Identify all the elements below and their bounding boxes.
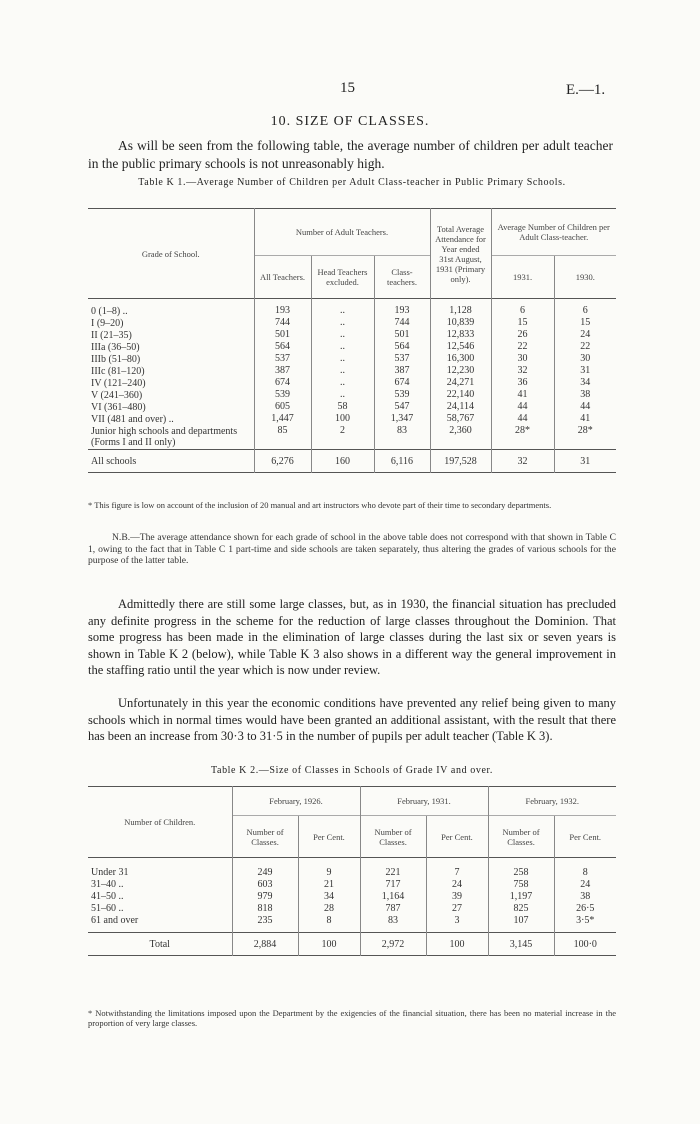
cell-y1931: 6 <box>491 299 554 318</box>
cell-all: 674 <box>254 377 311 389</box>
cell-all: 744 <box>254 317 311 329</box>
cell-att: 58,767 <box>430 413 491 425</box>
table-row <box>88 353 616 365</box>
paragraph-1: Admittedly there are still some large classes, but, as in 1930, the financial situation has precluded any definite progress in the scheme for the reduction of large classes throughout the Dominion. That some progress has been made in the elimination of large classes during the last six or seven years is shown in Table K 2 (below), while Table K 3 also shows in a different way the general improvement in the staffing ratio until the year which is now under review. <box>88 597 616 677</box>
children-range-label: 51–60 .. <box>91 902 124 914</box>
class-size-cell: 979 <box>232 890 298 902</box>
grade-label: IIIb (51–80) <box>91 353 141 365</box>
col-grade: Grade of School. <box>141 248 200 259</box>
col-period-1926: February, 1926. <box>232 787 360 816</box>
cell-att: 12,230 <box>430 365 491 377</box>
class-size-cell: 107 <box>488 914 554 933</box>
grade-label: I (9–20) <box>91 317 124 329</box>
cell-all: 1,447 <box>254 413 311 425</box>
table-row <box>88 401 616 413</box>
t2-total-cell: 100 <box>298 933 360 956</box>
paragraph-2: Unfortunately in this year the economic conditions have prevented any relief being given to many schools which in normal times would have been granted an additional assistant, with the result that there has been an increase from 30·3 to 31·5 in the number of pupils per adult teacher (Table K 3). <box>88 696 616 743</box>
class-size-cell: 1,164 <box>360 890 426 902</box>
table2-footnote: * Notwithstanding the limitations imposed upon the Department by the exigencies of the financial situation, there has been no material increase in the proportion of very large classes. <box>88 1008 616 1028</box>
col-1930: 1930. <box>554 256 616 299</box>
grade-label: IV (121–240) <box>91 377 146 389</box>
table-row <box>88 341 616 353</box>
col-period-1932: February, 1932. <box>488 787 616 816</box>
cell-y1931: 44 <box>491 401 554 413</box>
cell-att: 24,114 <box>430 401 491 413</box>
table-row <box>88 389 616 401</box>
col-num-1926: Number of Classes. <box>232 816 298 858</box>
table-row <box>88 317 616 329</box>
t2-total-cell: 3,145 <box>488 933 554 956</box>
class-size-cell: 83 <box>360 914 426 933</box>
cell-cls: 564 <box>374 341 430 353</box>
cell-y1931: 44 <box>491 413 554 425</box>
cell-cls: 387 <box>374 365 430 377</box>
class-size-cell: 28 <box>298 902 360 914</box>
cell-cls: 547 <box>374 401 430 413</box>
col-attendance: Total Average Attendance for Year ended 31st August, 1931 (Primary only). <box>430 209 491 299</box>
children-range-label: Under 31 <box>91 866 129 878</box>
table-row <box>88 890 616 902</box>
grade-label: IIIa (36–50) <box>91 341 140 353</box>
class-size-cell: 24 <box>426 878 488 890</box>
cell-y1931: 26 <box>491 329 554 341</box>
cell-att: 12,833 <box>430 329 491 341</box>
cell-y1930: 31 <box>554 365 616 377</box>
table-row <box>88 413 616 425</box>
col-pct-1931: Per Cent. <box>426 816 488 858</box>
col-adult-teachers: Number of Adult Teachers. <box>254 209 430 256</box>
cell-head: 58 <box>311 401 374 413</box>
nb-note: N.B.—The average attendance shown for each grade of school in the above table does not correspond with that shown in Table C 1, owing to the fact that in Table C 1 part-time and side schools are taken separately, thus altering the grades of various schools for the purpose of the latter table. <box>88 532 616 566</box>
intro-paragraph: As will be seen from the following table, the average number of children per adult teacher in the public primary schools is not unreasonably high. <box>88 138 613 171</box>
cell-y1930: 22 <box>554 341 616 353</box>
cell-y1931: 15 <box>491 317 554 329</box>
cell-cls: 193 <box>374 299 430 318</box>
cell-head: .. <box>311 353 374 365</box>
cell-all: 193 <box>254 299 311 318</box>
cell-head: .. <box>311 299 374 318</box>
table-row <box>88 377 616 389</box>
class-size-cell: 221 <box>360 858 426 879</box>
grade-label: VI (361–480) <box>91 401 146 413</box>
grade-label: 0 (1–8) .. <box>91 305 128 317</box>
cell-y1930: 38 <box>554 389 616 401</box>
class-size-cell: 27 <box>426 902 488 914</box>
col-avg-children: Average Number of Children per Adult Class-teacher. <box>491 209 616 256</box>
col-children: Number of Children. <box>124 817 196 827</box>
class-size-cell: 235 <box>232 914 298 933</box>
cell-head: .. <box>311 389 374 401</box>
class-size-cell: 26·5 <box>554 902 616 914</box>
class-size-cell: 818 <box>232 902 298 914</box>
grade-label: V (241–360) <box>91 389 143 401</box>
class-size-cell: 9 <box>298 858 360 879</box>
cell-y1930: 28* <box>554 425 616 450</box>
class-size-cell: 249 <box>232 858 298 879</box>
page-number: 15 <box>340 80 355 96</box>
col-num-1931: Number of Classes. <box>360 816 426 858</box>
cell-cls: 83 <box>374 425 430 450</box>
cell-head: .. <box>311 317 374 329</box>
grade-label: VII (481 and over) .. <box>91 413 174 425</box>
cell-y1931: 36 <box>491 377 554 389</box>
t2-total-cell: 100·0 <box>554 933 616 956</box>
class-size-cell: 258 <box>488 858 554 879</box>
table-row <box>88 365 616 377</box>
class-size-cell: 8 <box>298 914 360 933</box>
cell-all: 537 <box>254 353 311 365</box>
class-size-cell: 1,197 <box>488 890 554 902</box>
class-size-cell: 3 <box>426 914 488 933</box>
table-k1 <box>88 208 616 473</box>
cell-cls: 501 <box>374 329 430 341</box>
class-size-cell: 39 <box>426 890 488 902</box>
col-class-teachers: Class-teachers. <box>374 256 430 299</box>
cell-att: 10,839 <box>430 317 491 329</box>
children-range-label: 41–50 .. <box>91 890 124 902</box>
cell-y1930: 44 <box>554 401 616 413</box>
cell-all: 539 <box>254 389 311 401</box>
cell-att: 24,271 <box>430 377 491 389</box>
class-size-cell: 3·5* <box>554 914 616 933</box>
class-size-cell: 21 <box>298 878 360 890</box>
cell-cls: 539 <box>374 389 430 401</box>
t2-total-label: Total <box>149 938 170 950</box>
table2-caption: Table K 2.—Size of Classes in Schools of Grade IV and over. <box>211 765 493 776</box>
total-1930: 31 <box>554 450 616 473</box>
total-all: 6,276 <box>254 450 311 473</box>
total-head: 160 <box>311 450 374 473</box>
col-pct-1932: Per Cent. <box>554 816 616 858</box>
cell-y1930: 6 <box>554 299 616 318</box>
grade-label: IIIc (81–120) <box>91 365 145 377</box>
cell-all: 564 <box>254 341 311 353</box>
col-all-teachers: All Teachers. <box>254 256 311 299</box>
cell-cls: 1,347 <box>374 413 430 425</box>
table-row <box>88 902 616 914</box>
class-size-cell: 717 <box>360 878 426 890</box>
children-range-label: 61 and over <box>91 914 139 926</box>
col-num-1932: Number of Classes. <box>488 816 554 858</box>
table-row <box>88 858 616 879</box>
cell-y1931: 30 <box>491 353 554 365</box>
class-size-cell: 8 <box>554 858 616 879</box>
table1-caption: Table K 1.—Average Number of Children per Adult Class-teacher in Public Primary Schools. <box>138 177 566 188</box>
class-size-cell: 825 <box>488 902 554 914</box>
total-class: 6,116 <box>374 450 430 473</box>
t2-total-cell: 2,972 <box>360 933 426 956</box>
grade-label: Junior high schools and departments (Forms I and II only) <box>91 426 238 448</box>
table-k2 <box>88 786 616 956</box>
table-row <box>88 878 616 890</box>
class-size-cell: 603 <box>232 878 298 890</box>
section-heading: 10. SIZE OF CLASSES. <box>270 114 430 129</box>
cell-head: .. <box>311 329 374 341</box>
class-size-cell: 787 <box>360 902 426 914</box>
cell-y1930: 24 <box>554 329 616 341</box>
cell-y1930: 30 <box>554 353 616 365</box>
cell-att: 2,360 <box>430 425 491 450</box>
t2-total-cell: 2,884 <box>232 933 298 956</box>
children-range-label: 31–40 .. <box>91 878 124 890</box>
table1-footnote: * This figure is low on account of the inclusion of 20 manual and art instructors who devote part of their time to secondary departments. <box>88 500 552 510</box>
cell-all: 501 <box>254 329 311 341</box>
cell-y1930: 15 <box>554 317 616 329</box>
cell-all: 85 <box>254 425 311 450</box>
total-attendance: 197,528 <box>430 450 491 473</box>
cell-y1930: 34 <box>554 377 616 389</box>
class-size-cell: 34 <box>298 890 360 902</box>
cell-cls: 537 <box>374 353 430 365</box>
table-row <box>88 425 616 450</box>
table-row <box>88 299 616 318</box>
cell-y1930: 41 <box>554 413 616 425</box>
cell-y1931: 32 <box>491 365 554 377</box>
cell-att: 22,140 <box>430 389 491 401</box>
col-period-1931: February, 1931. <box>360 787 488 816</box>
cell-att: 12,546 <box>430 341 491 353</box>
col-pct-1926: Per Cent. <box>298 816 360 858</box>
class-size-cell: 38 <box>554 890 616 902</box>
cell-y1931: 22 <box>491 341 554 353</box>
cell-head: 100 <box>311 413 374 425</box>
cell-y1931: 28* <box>491 425 554 450</box>
cell-cls: 674 <box>374 377 430 389</box>
cell-head: .. <box>311 341 374 353</box>
cell-y1931: 41 <box>491 389 554 401</box>
col-head-excluded: Head Teachers excluded. <box>311 256 374 299</box>
cell-head: 2 <box>311 425 374 450</box>
cell-all: 605 <box>254 401 311 413</box>
cell-cls: 744 <box>374 317 430 329</box>
t2-total-cell: 100 <box>426 933 488 956</box>
cell-head: .. <box>311 377 374 389</box>
cell-all: 387 <box>254 365 311 377</box>
table-row <box>88 329 616 341</box>
class-size-cell: 24 <box>554 878 616 890</box>
cell-att: 16,300 <box>430 353 491 365</box>
total-1931: 32 <box>491 450 554 473</box>
class-size-cell: 7 <box>426 858 488 879</box>
document-reference: E.—1. <box>566 82 606 98</box>
total-label: All schools <box>91 455 137 467</box>
cell-att: 1,128 <box>430 299 491 318</box>
col-1931: 1931. <box>491 256 554 299</box>
class-size-cell: 758 <box>488 878 554 890</box>
cell-head: .. <box>311 365 374 377</box>
table-row <box>88 914 616 933</box>
grade-label: II (21–35) <box>91 329 132 341</box>
